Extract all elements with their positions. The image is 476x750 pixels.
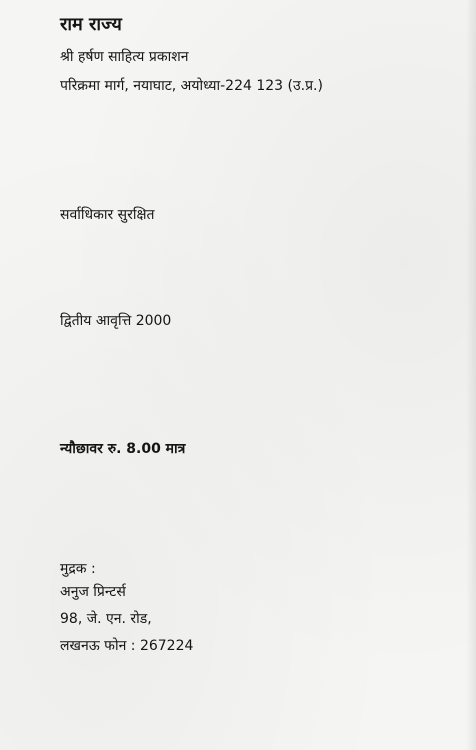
page-edge-shadow	[466, 0, 476, 750]
price-info: न्यौछावर रु. 8.00 मात्र	[60, 441, 186, 457]
printer-address: 98, जे. एन. रोड,	[60, 611, 152, 627]
publisher-address: परिक्रमा मार्ग, नयाघाट, अयोध्या-224 123 (उ.प्र.)	[60, 78, 323, 94]
printer-label: मुद्रक :	[60, 561, 96, 577]
edition-info: द्वितीय आवृत्ति 2000	[60, 313, 172, 329]
printer-name: अनुज प्रिन्टर्स	[60, 584, 126, 600]
publisher-name: श्री हर्षण साहित्य प्रकाशन	[60, 49, 189, 65]
copyright-notice: सर्वाधिकार सुरक्षित	[60, 207, 155, 223]
book-title: राम राज्य	[60, 14, 122, 35]
printer-city-phone: लखनऊ फोन : 267224	[60, 638, 194, 654]
